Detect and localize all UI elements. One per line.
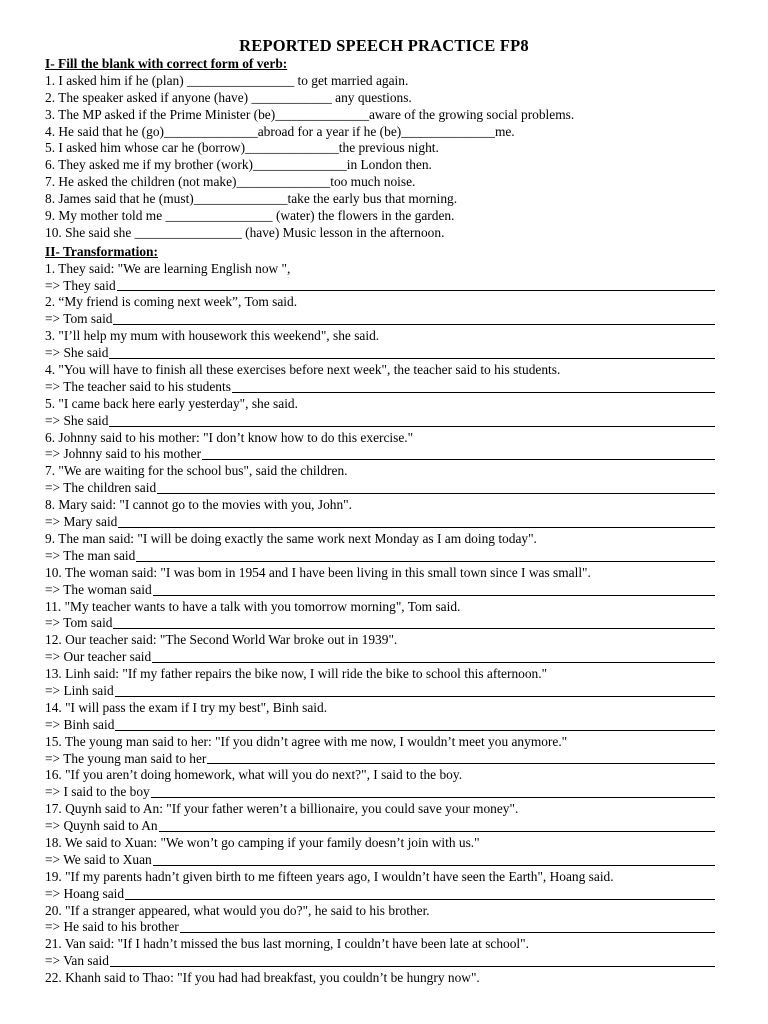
answer-row[interactable] bbox=[45, 751, 715, 768]
answer-blank-line[interactable] bbox=[180, 919, 715, 933]
answer-row[interactable] bbox=[45, 953, 715, 970]
section-1-list bbox=[45, 73, 715, 242]
answer-row[interactable] bbox=[45, 784, 715, 801]
transformation-question: 11. "My teacher wants to have a talk with you tomorrow morning", Tom said. bbox=[45, 598, 461, 614]
answer-blank-line[interactable] bbox=[202, 446, 715, 460]
answer-blank-line[interactable] bbox=[115, 717, 715, 731]
answer-row[interactable] bbox=[45, 852, 715, 869]
fill-item: 10. She said she ________________ (have) Music lesson in the afternoon. bbox=[45, 224, 445, 240]
answer-row[interactable] bbox=[45, 886, 715, 903]
answer-prompt: => The children said bbox=[45, 480, 157, 496]
section-1-heading: I- Fill the blank with correct form of verb: bbox=[45, 56, 288, 71]
answer-blank-line[interactable] bbox=[151, 784, 715, 798]
transformation-question: 1. They said: "We are learning English now ", bbox=[45, 260, 291, 276]
transformation-question: 5. "I came back here early yesterday", she said. bbox=[45, 395, 298, 411]
answer-row[interactable] bbox=[45, 345, 715, 362]
worksheet-body bbox=[45, 56, 715, 987]
fill-item: 1. I asked him if he (plan) ________________ to get married again. bbox=[45, 72, 409, 88]
answer-row[interactable] bbox=[45, 413, 715, 430]
answer-prompt: => He said to his brother bbox=[45, 919, 179, 935]
transformation-question: 20. "If a stranger appeared, what would you do?", he said to his brother. bbox=[45, 902, 430, 918]
transformation-question: 3. "I’ll help my mum with housework this weekend", she said. bbox=[45, 328, 380, 344]
page-title: REPORTED SPEECH PRACTICE FP8 bbox=[239, 36, 529, 55]
answer-blank-line[interactable] bbox=[118, 514, 715, 528]
answer-prompt: => Tom said bbox=[45, 311, 113, 327]
answer-prompt: => The woman said bbox=[45, 581, 152, 597]
transformation-question: 6. Johnny said to his mother: "I don’t know how to do this exercise." bbox=[45, 429, 414, 445]
transformation-question: 4. "You will have to finish all these exercises before next week", the teacher said to his students. bbox=[45, 362, 561, 378]
answer-prompt: => The teacher said to his students bbox=[45, 378, 231, 394]
answer-blank-line[interactable] bbox=[207, 751, 715, 765]
transformation-question: 2. “My friend is coming next week”, Tom said. bbox=[45, 294, 298, 310]
answer-row[interactable] bbox=[45, 717, 715, 734]
answer-blank-line[interactable] bbox=[153, 852, 715, 866]
answer-row[interactable] bbox=[45, 514, 715, 531]
answer-row[interactable] bbox=[45, 683, 715, 700]
fill-item: 6. They asked me if my brother (work)______________in London then. bbox=[45, 157, 432, 173]
transformation-question: 9. The man said: "I will be doing exactly the same work next Monday as I am doing today". bbox=[45, 530, 537, 546]
transformation-question: 14. "I will pass the exam if I try my best", Binh said. bbox=[45, 699, 328, 715]
answer-prompt: => Linh said bbox=[45, 682, 114, 698]
answer-row[interactable] bbox=[45, 379, 715, 396]
section-2-list bbox=[45, 261, 715, 987]
fill-item: 7. He asked the children (not make)______________too much noise. bbox=[45, 174, 416, 190]
fill-item: 2. The speaker asked if anyone (have) ____________ any questions. bbox=[45, 89, 412, 105]
answer-row[interactable] bbox=[45, 548, 715, 565]
answer-blank-line[interactable] bbox=[125, 886, 715, 900]
transformation-question: 12. Our teacher said: "The Second World War broke out in 1939". bbox=[45, 632, 398, 648]
transformation-question: 21. Van said: "If I hadn’t missed the bus last morning, I couldn’t have been late at school". bbox=[45, 936, 529, 952]
answer-blank-line[interactable] bbox=[113, 311, 715, 325]
fill-item: 8. James said that he (must)______________take the early bus that morning. bbox=[45, 191, 458, 207]
transformation-question: 16. "If you aren’t doing homework, what will you do next?", I said to the boy. bbox=[45, 767, 463, 783]
transformation-question: 8. Mary said: "I cannot go to the movies with you, John". bbox=[45, 497, 352, 513]
answer-prompt: => They said bbox=[45, 277, 116, 293]
answer-prompt: => The young man said to her bbox=[45, 750, 207, 766]
answer-prompt: => Quynh said to An bbox=[45, 818, 158, 834]
transformation-question: 17. Quynh said to An: "If your father weren’t a billionaire, you could save your money". bbox=[45, 801, 519, 817]
answer-blank-line[interactable] bbox=[109, 413, 715, 427]
transformation-question: 7. "We are waiting for the school bus", said the children. bbox=[45, 463, 348, 479]
fill-item: 4. He said that he (go)______________abroad for a year if he (be)______________me. bbox=[45, 123, 515, 139]
fill-item: 5. I asked him whose car he (borrow)______________the previous night. bbox=[45, 140, 439, 156]
answer-row[interactable] bbox=[45, 582, 715, 599]
answer-blank-line[interactable] bbox=[153, 582, 715, 596]
answer-row[interactable] bbox=[45, 615, 715, 632]
answer-prompt: => Binh said bbox=[45, 716, 115, 732]
answer-prompt: => The man said bbox=[45, 547, 136, 563]
transformation-question: 15. The young man said to her: "If you didn’t agree with me now, I wouldn’t meet you anymore." bbox=[45, 733, 568, 749]
answer-blank-line[interactable] bbox=[115, 683, 715, 697]
answer-row[interactable] bbox=[45, 649, 715, 666]
answer-blank-line[interactable] bbox=[232, 379, 715, 393]
answer-blank-line[interactable] bbox=[117, 278, 715, 292]
answer-prompt: => Van said bbox=[45, 953, 109, 969]
answer-prompt: => Mary said bbox=[45, 514, 118, 530]
answer-blank-line[interactable] bbox=[113, 615, 715, 629]
answer-row[interactable] bbox=[45, 919, 715, 936]
answer-prompt: => I said to the boy bbox=[45, 784, 150, 800]
answer-row[interactable] bbox=[45, 818, 715, 835]
transformation-question: 10. The woman said: "I was bom in 1954 and I have been living in this small town since I was small". bbox=[45, 564, 591, 580]
answer-row[interactable] bbox=[45, 480, 715, 497]
answer-blank-line[interactable] bbox=[136, 548, 715, 562]
answer-blank-line[interactable] bbox=[159, 818, 715, 832]
answer-prompt: => Hoang said bbox=[45, 885, 125, 901]
transformation-question: 22. Khanh said to Thao: "If you had had breakfast, you couldn’t be hungry now". bbox=[45, 970, 480, 986]
fill-item: 3. The MP asked if the Prime Minister (be)______________aware of the growing social problems. bbox=[45, 106, 575, 122]
answer-prompt: => Johnny said to his mother bbox=[45, 446, 202, 462]
transformation-question: 19. "If my parents hadn’t given birth to me fifteen years ago, I wouldn’t have seen the Earth", Hoang said. bbox=[45, 868, 614, 884]
answer-blank-line[interactable] bbox=[110, 953, 715, 967]
answer-prompt: => She said bbox=[45, 345, 109, 361]
answer-row[interactable] bbox=[45, 446, 715, 463]
answer-row[interactable] bbox=[45, 311, 715, 328]
section-2-heading: II- Transformation: bbox=[45, 243, 158, 259]
answer-prompt: => Our teacher said bbox=[45, 649, 152, 665]
answer-blank-line[interactable] bbox=[152, 649, 715, 663]
answer-prompt: => Tom said bbox=[45, 615, 113, 631]
answer-row[interactable] bbox=[45, 278, 715, 295]
answer-blank-line[interactable] bbox=[109, 345, 715, 359]
transformation-question: 13. Linh said: "If my father repairs the bike now, I will ride the bike to school this afternoon." bbox=[45, 666, 548, 682]
answer-blank-line[interactable] bbox=[157, 480, 715, 494]
fill-item: 9. My mother told me ________________ (water) the flowers in the garden. bbox=[45, 208, 455, 224]
answer-prompt: => She said bbox=[45, 412, 109, 428]
answer-prompt: => We said to Xuan bbox=[45, 851, 152, 867]
transformation-question: 18. We said to Xuan: "We won’t go camping if your family doesn’t join with us." bbox=[45, 834, 480, 850]
